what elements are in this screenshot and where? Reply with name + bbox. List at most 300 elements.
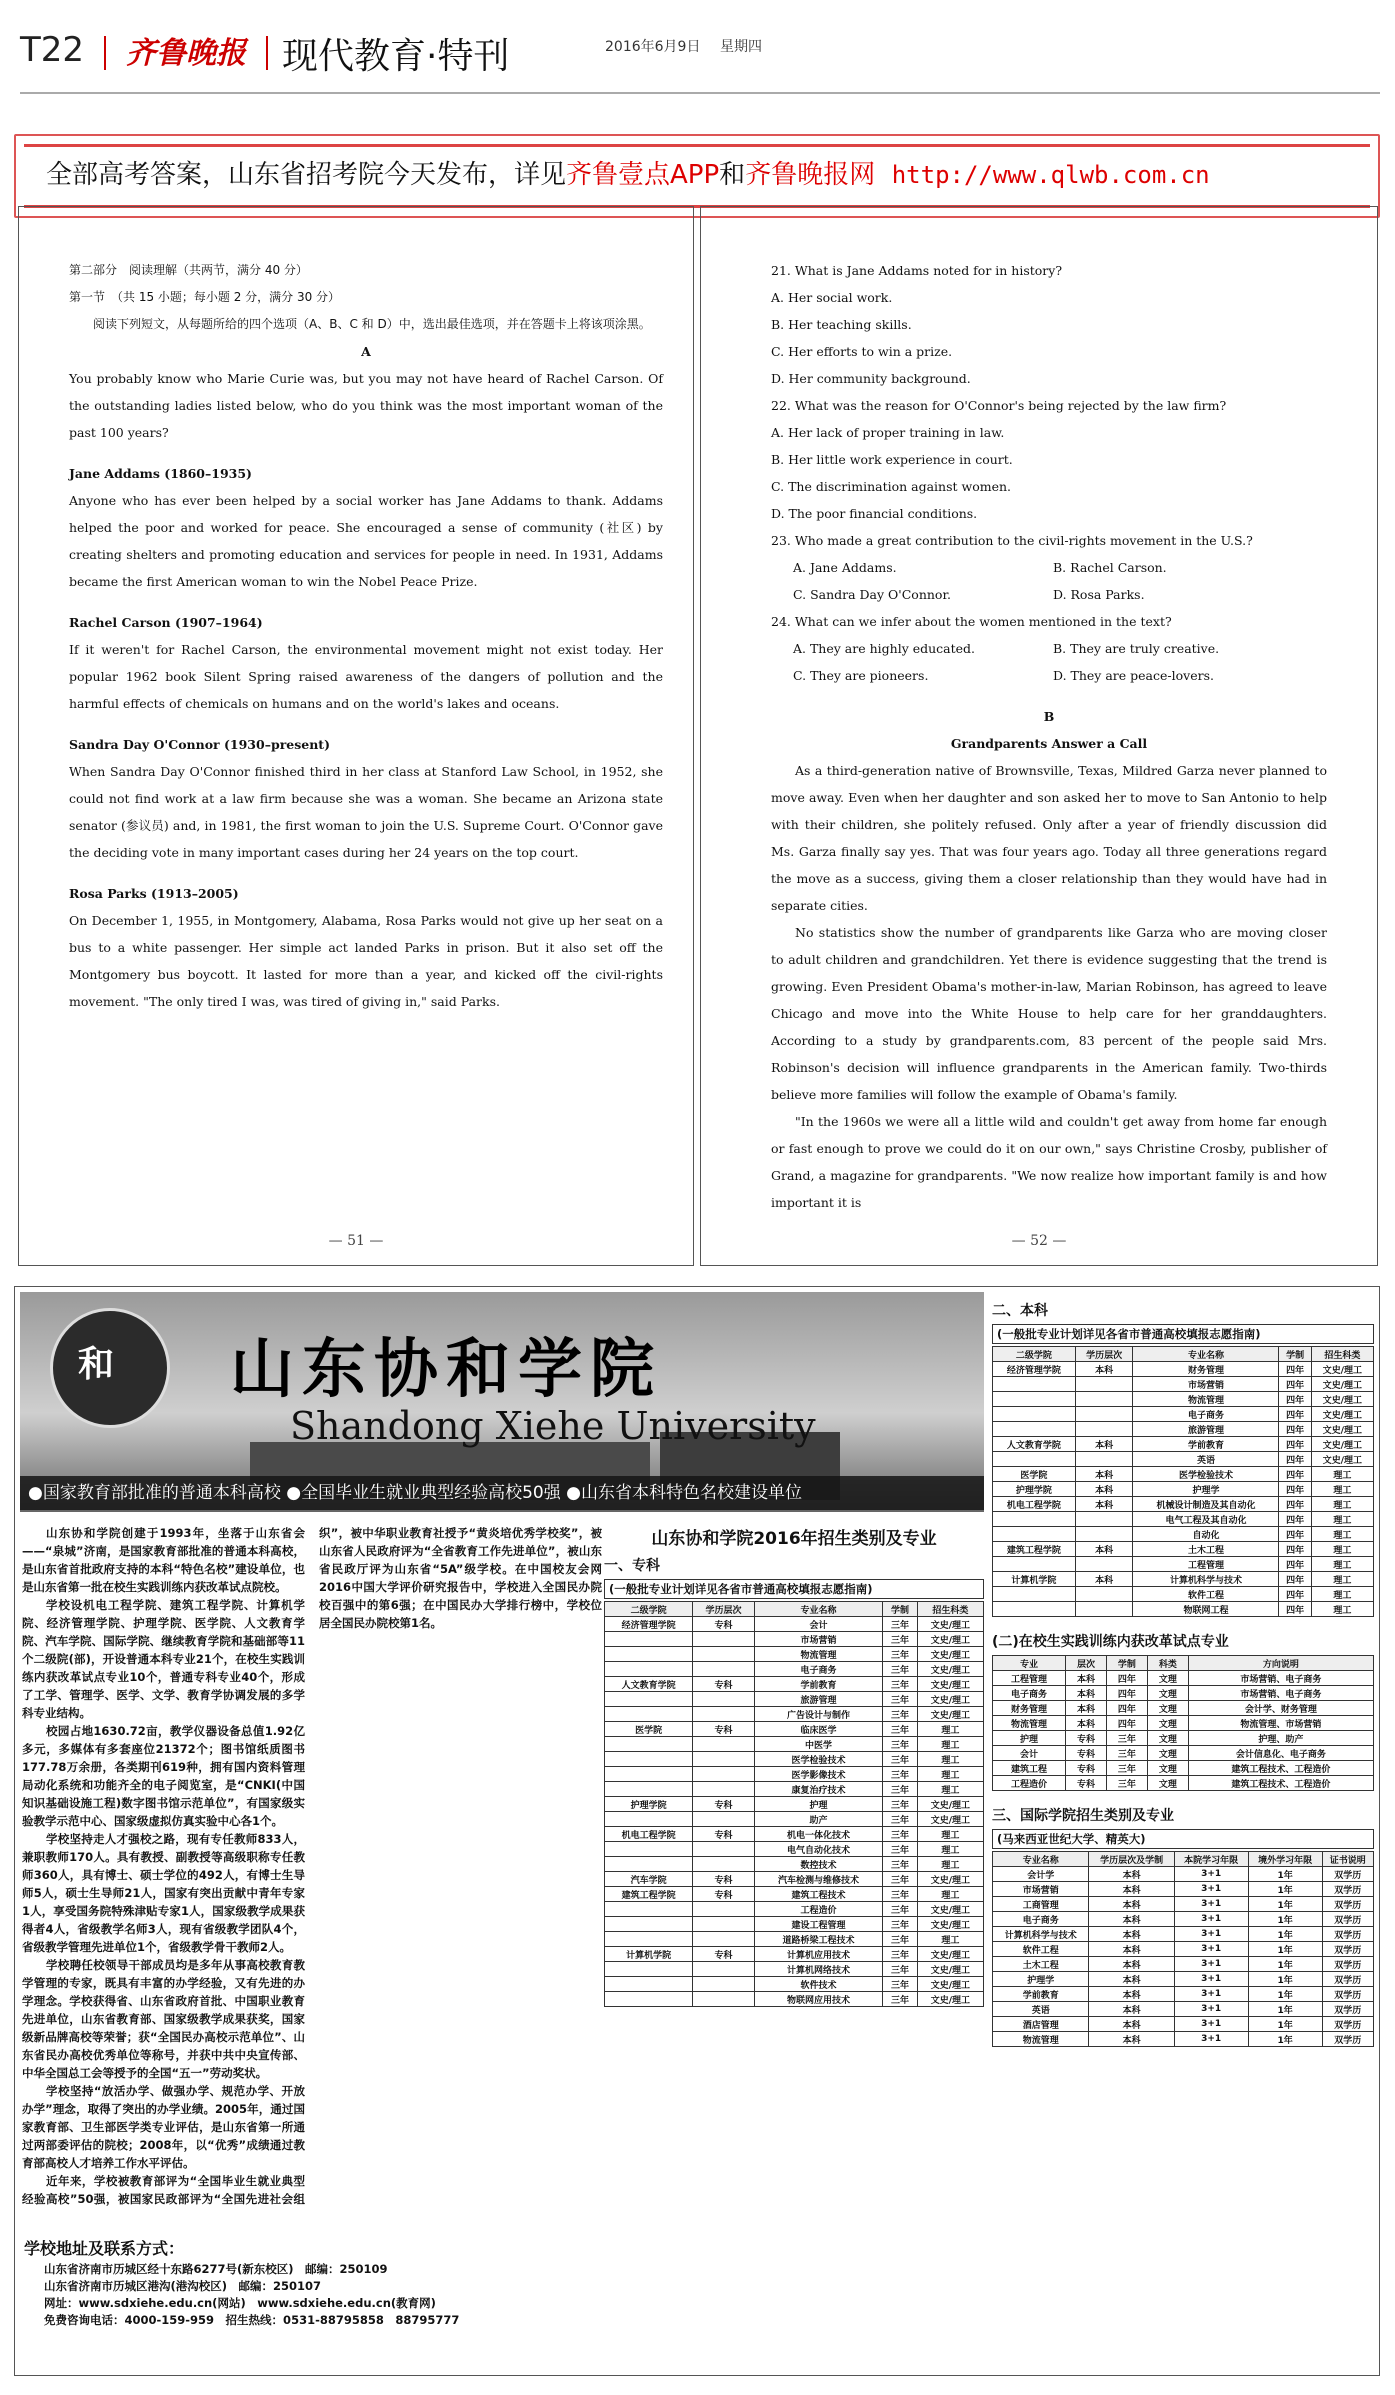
- zhuanke-row: [605, 1722, 984, 1737]
- banner-text: [46, 154, 1210, 191]
- table-cell: 三年: [883, 1662, 917, 1677]
- pilot-row: [993, 1716, 1374, 1731]
- contact-title: 学校地址及联系方式：: [24, 2239, 185, 2258]
- table-cell: 3+1: [1174, 2032, 1248, 2047]
- publication-date: 2016年6月9日: [605, 39, 701, 55]
- column-header: 学制: [1279, 1347, 1311, 1362]
- table-cell: [605, 1752, 693, 1767]
- table-cell: 护理学院: [605, 1797, 693, 1812]
- column-header: 本院学习年限: [1174, 1852, 1248, 1867]
- table-cell: 专科: [693, 1797, 754, 1812]
- contact-info: [24, 2240, 604, 2329]
- table-cell: 物流管理: [754, 1647, 883, 1662]
- table-cell: 市场营销: [1133, 1377, 1279, 1392]
- benke-row: [993, 1422, 1374, 1437]
- table-cell: [693, 1782, 754, 1797]
- table-cell: 市场营销、电子商务: [1188, 1671, 1373, 1686]
- table-cell: 本科: [1089, 1867, 1174, 1882]
- table-cell: 物联网工程: [1133, 1602, 1279, 1617]
- table-cell: 文史/理工: [917, 1662, 983, 1677]
- exam-page-51: [18, 206, 694, 1266]
- table-cell: [693, 1812, 754, 1827]
- table-cell: [693, 1752, 754, 1767]
- table-cell: [693, 1917, 754, 1932]
- table-cell: 本科: [1089, 1897, 1174, 1912]
- page-number: T22: [20, 30, 85, 70]
- table-cell: 文史/理工: [1311, 1362, 1373, 1377]
- table-cell: 专科: [693, 1722, 754, 1737]
- benke-table: [992, 1346, 1374, 1617]
- table-cell: 本科: [1089, 1957, 1174, 1972]
- intro-paragraph: 校园占地1630.72亩，教学仪器设备总值1.92亿多元，多媒体有多套座位21372个；图书馆纸质图书177.78万余册，各类期刊619种，拥有国内资料管理局动化系统和功能齐全的电子阅览室，是“CNKI(中国知识基础设施工程)数字图书馆示范单位”，有国家级实验教学示范中心、国家级虚拟仿真实验中心各1个。: [22, 1724, 305, 1828]
- table-cell: 医学院: [605, 1722, 693, 1737]
- column-header: 科类: [1147, 1656, 1188, 1671]
- divider: [266, 36, 268, 70]
- table-cell: 3+1: [1174, 1957, 1248, 1972]
- column-header: 证书说明: [1322, 1852, 1373, 1867]
- table-cell: 文理: [1147, 1671, 1188, 1686]
- table-cell: 本科: [1075, 1437, 1133, 1452]
- section-subtitle: (马来西亚世纪大学、精英大): [992, 1829, 1374, 1849]
- table-cell: 物流管理、市场营销: [1188, 1716, 1373, 1731]
- table-cell: [693, 1977, 754, 1992]
- section-title: 二、本科: [992, 1303, 1048, 1319]
- table-cell: 市场营销: [993, 1882, 1089, 1897]
- table-cell: 三年: [883, 1872, 917, 1887]
- table-cell: 理工: [917, 1827, 983, 1842]
- table-cell: [693, 1647, 754, 1662]
- table-cell: 文史/理工: [917, 1962, 983, 1977]
- zhuanke-row: [605, 1782, 984, 1797]
- benke-row: [993, 1407, 1374, 1422]
- table-cell: 旅游管理: [1133, 1422, 1279, 1437]
- benke-row: [993, 1497, 1374, 1512]
- benke-row: [993, 1572, 1374, 1587]
- table-cell: 物流管理: [993, 1716, 1066, 1731]
- section-title: 现代教育·特刊: [282, 36, 510, 77]
- table-cell: 3+1: [1174, 1882, 1248, 1897]
- table-cell: 本科: [1075, 1572, 1133, 1587]
- table-cell: 临床医学: [754, 1722, 883, 1737]
- banner-site: 齐鲁晚报网: [745, 160, 876, 190]
- table-cell: [1075, 1557, 1133, 1572]
- table-cell: 理工: [1311, 1572, 1373, 1587]
- table-cell: 理工: [917, 1722, 983, 1737]
- table-cell: 软件工程: [993, 1942, 1089, 1957]
- zhuanke-row: [605, 1947, 984, 1962]
- table-cell: 四年: [1279, 1527, 1311, 1542]
- table-cell: 会计: [754, 1617, 883, 1632]
- section-title: 三、国际学院招生类别及专业: [992, 1808, 1174, 1824]
- table-cell: 学前教育: [754, 1677, 883, 1692]
- table-cell: 三年: [883, 1932, 917, 1947]
- answer-option: C. Her efforts to win a prize.: [771, 344, 953, 359]
- table-cell: [605, 1977, 693, 1992]
- table-cell: 理工: [917, 1782, 983, 1797]
- table-cell: 1年: [1248, 2002, 1322, 2017]
- table-cell: [605, 1962, 693, 1977]
- table-cell: 三年: [1106, 1731, 1147, 1746]
- table-cell: [605, 1632, 693, 1647]
- benke-row: [993, 1557, 1374, 1572]
- column-header: 专业: [993, 1656, 1066, 1671]
- table-cell: 机电一体化技术: [754, 1827, 883, 1842]
- table-cell: 双学历: [1322, 1972, 1373, 1987]
- answer-option: A. Her lack of proper training in law.: [771, 425, 1005, 440]
- international-row: [993, 1957, 1374, 1972]
- table-cell: 康复治疗技术: [754, 1782, 883, 1797]
- table-cell: 三年: [883, 1992, 917, 2007]
- table-cell: 四年: [1279, 1497, 1311, 1512]
- banner-app: 齐鲁壹点APP: [566, 160, 720, 190]
- table-cell: [993, 1422, 1076, 1437]
- person-text: If it weren't for Rachel Carson, the environmental movement might not exist today. Her popular 1962 book Silent Spring raised awareness of the dangers of pollution and the harmful effects of chemicals on humans and on the world's lakes and oceans.: [69, 642, 663, 711]
- table-cell: 广告设计与制作: [754, 1707, 883, 1722]
- intro-paragraph: 学校坚持“放活办学、做强办学、规范办学、开放办学”理念，取得了突出的办学业绩。2005年，通过国家教育部、卫生部医学类专业评估，是山东省第一所通过两部委评估的院校；2008年，以“优秀”成绩通过教育部高校人才培养工作水平评估。: [22, 2084, 305, 2170]
- answer-option: D. The poor financial conditions.: [771, 506, 978, 521]
- table-cell: 工程造价: [993, 1776, 1066, 1791]
- table-cell: 三年: [883, 1977, 917, 1992]
- table-cell: [1075, 1422, 1133, 1437]
- column-header: 境外学习年限: [1248, 1852, 1322, 1867]
- table-cell: [605, 1902, 693, 1917]
- benke-row: [993, 1362, 1374, 1377]
- table-header-row: [993, 1347, 1374, 1362]
- table-cell: 计算机应用技术: [754, 1947, 883, 1962]
- table-cell: 助产: [754, 1812, 883, 1827]
- table-cell: [1075, 1407, 1133, 1422]
- honors-strip: ●国家教育部批准的普通本科高校 ●全国毕业生就业典型经验高校50强 ●山东省本科特色名校建设单位: [20, 1476, 984, 1510]
- table-cell: [993, 1527, 1076, 1542]
- table-cell: 文史/理工: [1311, 1437, 1373, 1452]
- exam-page-52: [700, 206, 1378, 1266]
- table-cell: 建设工程管理: [754, 1917, 883, 1932]
- exam-page-51-content: [69, 257, 663, 1015]
- table-cell: 1年: [1248, 1942, 1322, 1957]
- table-cell: [693, 1932, 754, 1947]
- section-subtitle: (一般批专业计划详见各省市普通高校填报志愿指南): [604, 1579, 984, 1599]
- table-cell: 电气自动化技术: [754, 1842, 883, 1857]
- table-cell: [993, 1392, 1076, 1407]
- table-cell: [693, 1707, 754, 1722]
- table-cell: 三年: [883, 1827, 917, 1842]
- table-cell: [693, 1857, 754, 1872]
- table-cell: 三年: [883, 1692, 917, 1707]
- international-row: [993, 2017, 1374, 2032]
- option-row: [793, 635, 1327, 662]
- zhuanke-row: [605, 1677, 984, 1692]
- answer-option: B. They are truly creative.: [1053, 641, 1220, 656]
- contact-line: 免费咨询电话：4000-159-959 招生热线：0531-88795858 88795777: [44, 2313, 460, 2327]
- table-cell: 三年: [883, 1647, 917, 1662]
- table-cell: 本科: [1089, 1912, 1174, 1927]
- instruction-text: 阅读下列短文，从每题所给的四个选项（A、B、C 和 D）中，选出最佳选项，并在答题卡上将该项涂黑。: [93, 317, 651, 331]
- zhuanke-row: [605, 1707, 984, 1722]
- table-cell: 本科: [1089, 1942, 1174, 1957]
- question-text: 23. Who made a great contribution to the civil-rights movement in the U.S.?: [771, 533, 1253, 548]
- zhuanke-row: [605, 1647, 984, 1662]
- answer-option: D. They are peace-lovers.: [1053, 668, 1214, 683]
- table-cell: 专科: [1065, 1731, 1106, 1746]
- table-cell: 护理学: [993, 1972, 1089, 1987]
- table-cell: 中医学: [754, 1737, 883, 1752]
- table-cell: 理工: [1311, 1587, 1373, 1602]
- table-cell: 四年: [1279, 1407, 1311, 1422]
- contact-line: 山东省济南市历城区港沟(港沟校区) 邮编：250107: [44, 2279, 322, 2293]
- university-en-name: Shandong Xiehe University: [290, 1404, 816, 1448]
- table-cell: [605, 1647, 693, 1662]
- table-cell: [605, 1917, 693, 1932]
- answer-option: C. The discrimination against women.: [771, 479, 1012, 494]
- table-header-row: [993, 1852, 1374, 1867]
- passage-paragraph: No statistics show the number of grandparents like Garza who are moving closer to adult children and grandchildren. Yet there is evidence suggesting that the trend is growing. Even President Obama's mother-in-law, Marian Robinson, has agreed to leave Chicago and move into the White House to help care for her granddaughters. According to a study by grandparents.com, 83 percent of the people said Mrs. Robinson's decision will influence grandparents in the American family. Two-thirds believe more families will follow the example of Obama's family.: [771, 925, 1327, 1102]
- table-cell: 软件工程: [1133, 1587, 1279, 1602]
- answer-option: A. Her social work.: [771, 290, 893, 305]
- table-cell: 理工: [1311, 1497, 1373, 1512]
- banner-url[interactable]: http://www.qlwb.com.cn: [891, 161, 1210, 189]
- table-cell: 三年: [883, 1632, 917, 1647]
- zhuanke-row: [605, 1827, 984, 1842]
- table-cell: 医学影像技术: [754, 1767, 883, 1782]
- benke-row: [993, 1587, 1374, 1602]
- contact-line[interactable]: 网址：www.sdxiehe.edu.cn(网站) www.sdxiehe.edu.cn(教育网): [44, 2296, 436, 2310]
- answer-option: B. Rachel Carson.: [1053, 560, 1167, 575]
- zhuanke-row: [605, 1857, 984, 1872]
- table-header-row: [993, 1656, 1374, 1671]
- table-cell: 工程管理: [993, 1671, 1066, 1686]
- table-cell: 文史/理工: [917, 1917, 983, 1932]
- question-text: 24. What can we infer about the women mentioned in the text?: [771, 614, 1172, 629]
- table-cell: 机电工程学院: [993, 1497, 1076, 1512]
- table-cell: 理工: [917, 1737, 983, 1752]
- column-header: 专业名称: [1133, 1347, 1279, 1362]
- table-cell: 三年: [883, 1962, 917, 1977]
- folio-51: — 51 —: [328, 1233, 384, 1249]
- table-cell: 建筑工程学院: [605, 1887, 693, 1902]
- table-cell: 三年: [1106, 1761, 1147, 1776]
- table-cell: [993, 1407, 1076, 1422]
- table-cell: 四年: [1279, 1467, 1311, 1482]
- table-cell: [605, 1692, 693, 1707]
- table-cell: 三年: [883, 1752, 917, 1767]
- table-cell: [693, 1992, 754, 2007]
- international-row: [993, 1927, 1374, 1942]
- passage-label: B: [1043, 709, 1055, 724]
- table-cell: [605, 1842, 693, 1857]
- table-cell: 机械设计制造及其自动化: [1133, 1497, 1279, 1512]
- table-cell: 双学历: [1322, 2017, 1373, 2032]
- zhuanke-row: [605, 1752, 984, 1767]
- table-cell: 电子商务: [754, 1662, 883, 1677]
- table-cell: 文史/理工: [1311, 1452, 1373, 1467]
- table-cell: 三年: [883, 1617, 917, 1632]
- table-cell: [693, 1737, 754, 1752]
- column-header: 二级学院: [993, 1347, 1076, 1362]
- table-cell: 三年: [883, 1707, 917, 1722]
- table-cell: 理工: [1311, 1527, 1373, 1542]
- pilot-row: [993, 1761, 1374, 1776]
- option-row: [793, 581, 1327, 608]
- table-cell: 护理学: [1133, 1482, 1279, 1497]
- benke-row: [993, 1467, 1374, 1482]
- passage-paragraph: "In the 1960s we were all a little wild and couldn't get away from home far enough or fast enough to prove we could do it on our own," says Christine Crosby, publisher of Grand, a magazine for grandparents. "We now realize how important family is and how important it is: [771, 1114, 1327, 1210]
- table-cell: 本科: [1075, 1542, 1133, 1557]
- section-heading: 第一节 （共 15 小题；每小题 2 分，满分 30 分）: [69, 290, 341, 304]
- table-cell: 三年: [883, 1812, 917, 1827]
- table-cell: 文理: [1147, 1776, 1188, 1791]
- table-cell: 旅游管理: [754, 1692, 883, 1707]
- exam-page-52-content: [771, 257, 1327, 1216]
- table-cell: 数控技术: [754, 1857, 883, 1872]
- benke-row: [993, 1437, 1374, 1452]
- table-cell: 计算机科学与技术: [1133, 1572, 1279, 1587]
- table-cell: 人文教育学院: [605, 1677, 693, 1692]
- person-text: When Sandra Day O'Connor finished third in her class at Stanford Law School, in 1952, she could not find work at a law firm because she was a woman. She became an Arizona state senator (参议员) and, in 1981, the first woman to join the U.S. Supreme Court. O'Connor gave the deciding vote in many important cases during her 24 years on the top court.: [69, 764, 663, 860]
- table-cell: 三年: [1106, 1776, 1147, 1791]
- zhuanke-row: [605, 1737, 984, 1752]
- table-cell: 本科: [1065, 1716, 1106, 1731]
- zhuanke-row: [605, 1617, 984, 1632]
- table-cell: [993, 1452, 1076, 1467]
- table-cell: 财务管理: [1133, 1362, 1279, 1377]
- table-cell: 护理: [993, 1731, 1066, 1746]
- answer-option: B. Her teaching skills.: [771, 317, 912, 332]
- university-cn-name: 山东协和学院: [230, 1332, 662, 1407]
- table-cell: 四年: [1279, 1362, 1311, 1377]
- table-cell: 1年: [1248, 1867, 1322, 1882]
- intro-paragraph: 学校设机电工程学院、建筑工程学院、计算机学院、经济管理学院、护理学院、医学院、人文教育学院、汽车学院、国际学院、继续教育学院和基础部等11个二级院(部)，开设普通本科专业21个，在校生实践训练内获改革试点专业10个，普通专科专业40个，形成了工学、管理学、医学、文学、教育学协调发展的多学科专业结构。: [22, 1598, 305, 1720]
- international-row: [993, 1897, 1374, 1912]
- table-cell: 建筑工程技术: [754, 1887, 883, 1902]
- international-table: [992, 1851, 1374, 2047]
- table-cell: 1年: [1248, 1957, 1322, 1972]
- table-cell: 物流管理: [993, 2032, 1089, 2047]
- table-cell: 1年: [1248, 2032, 1322, 2047]
- table-cell: 计算机学院: [605, 1947, 693, 1962]
- table-cell: 文理: [1147, 1716, 1188, 1731]
- table-cell: [693, 1632, 754, 1647]
- passage-label: A: [361, 344, 371, 359]
- table-cell: 建筑工程技术、工程造价: [1188, 1776, 1373, 1791]
- table-cell: 三年: [883, 1857, 917, 1872]
- table-cell: [605, 1767, 693, 1782]
- header-rule: [20, 92, 1380, 94]
- table-cell: 文史/理工: [917, 1632, 983, 1647]
- column-header: 招生科类: [917, 1602, 983, 1617]
- table-cell: 电子商务: [1133, 1407, 1279, 1422]
- table-cell: 三年: [883, 1737, 917, 1752]
- table-cell: [605, 1662, 693, 1677]
- table-cell: 会计: [993, 1746, 1066, 1761]
- table-cell: 物流管理: [1133, 1392, 1279, 1407]
- table-cell: 工商管理: [993, 1897, 1089, 1912]
- enrollment-tables-right: [992, 1296, 1374, 2047]
- publication-weekday: 星期四: [720, 39, 762, 55]
- table-cell: 文史/理工: [917, 1902, 983, 1917]
- international-row: [993, 2032, 1374, 2047]
- table-cell: 3+1: [1174, 1987, 1248, 2002]
- table-cell: 本科: [1075, 1482, 1133, 1497]
- table-cell: 医学检验技术: [754, 1752, 883, 1767]
- section-title: 一、专科: [604, 1558, 660, 1574]
- person-name: Rachel Carson (1907–1964): [69, 615, 263, 630]
- benke-row: [993, 1392, 1374, 1407]
- table-cell: 文史/理工: [1311, 1377, 1373, 1392]
- table-cell: 三年: [883, 1677, 917, 1692]
- table-cell: 人文教育学院: [993, 1437, 1076, 1452]
- table-cell: [693, 1962, 754, 1977]
- table-cell: 计算机科学与技术: [993, 1927, 1089, 1942]
- answer-option: C. They are pioneers.: [793, 668, 929, 683]
- table-cell: 文史/理工: [917, 1947, 983, 1962]
- table-cell: 学前教育: [1133, 1437, 1279, 1452]
- table-cell: 双学历: [1322, 1957, 1373, 1972]
- international-row: [993, 2002, 1374, 2017]
- table-cell: 专科: [693, 1872, 754, 1887]
- benke-row: [993, 1602, 1374, 1617]
- table-cell: 汽车检测与维修技术: [754, 1872, 883, 1887]
- banner-and: 和: [719, 160, 746, 190]
- table-cell: 四年: [1279, 1512, 1311, 1527]
- column-header: 层次: [1065, 1656, 1106, 1671]
- table-cell: 本科: [1089, 2002, 1174, 2017]
- person-text: Anyone who has ever been helped by a social worker has Jane Addams to thank. Addams helped the poor and worked for peace. She encouraged a sense of community (社区) by creating shelters and promoting education and services for people in need. In 1931, Addams became the first American woman to win the Nobel Peace Prize.: [69, 493, 663, 589]
- person-name: Jane Addams (1860–1935): [69, 466, 252, 481]
- table-cell: 会计学: [993, 1867, 1089, 1882]
- table-cell: 文史/理工: [917, 1647, 983, 1662]
- table-cell: [1075, 1527, 1133, 1542]
- table-header-row: [605, 1602, 984, 1617]
- answer-option: A. Jane Addams.: [793, 560, 897, 575]
- table-cell: 市场营销: [754, 1632, 883, 1647]
- table-cell: 建筑工程: [993, 1761, 1066, 1776]
- table-cell: 理工: [917, 1752, 983, 1767]
- intro-paragraph: 学校坚持走人才强校之路，现有专任教师833人，兼职教师170人。具有教授、副教授等高级职称专任教师360人，具有博士、硕士学位的492人，有博士生导师5人，硕士生导师21人，国家有突出贡献中青年专家1人，享受国务院特殊津贴专家1人，国家级教学成果获得者4人，省级教学名师3人，现有省级教学团队4个，省级教学管理先进单位1个，省级教学骨干教师2人。: [22, 1832, 305, 1954]
- person-name: Sandra Day O'Connor (1930–present): [69, 737, 330, 752]
- person-name: Rosa Parks (1913–2005): [69, 886, 239, 901]
- option-row: [793, 554, 1327, 581]
- benke-row: [993, 1482, 1374, 1497]
- table-cell: 文史/理工: [1311, 1422, 1373, 1437]
- pilot-row: [993, 1686, 1374, 1701]
- table-cell: 机电工程学院: [605, 1827, 693, 1842]
- zhuanke-row: [605, 1962, 984, 1977]
- table-cell: 建筑工程学院: [993, 1542, 1076, 1557]
- column-header: 方向说明: [1188, 1656, 1373, 1671]
- table-cell: 文史/理工: [917, 1617, 983, 1632]
- page-header: [20, 22, 1380, 77]
- column-header: 招生科类: [1311, 1347, 1373, 1362]
- table-cell: 医学检验技术: [1133, 1467, 1279, 1482]
- table-cell: 3+1: [1174, 1942, 1248, 1957]
- table-cell: 本科: [1089, 1882, 1174, 1897]
- column-header: 二级学院: [605, 1602, 693, 1617]
- table-cell: [693, 1767, 754, 1782]
- enrollment-title: 山东协和学院2016年招生类别及专业: [651, 1529, 937, 1549]
- table-cell: 3+1: [1174, 1867, 1248, 1882]
- table-cell: 护理学院: [993, 1482, 1076, 1497]
- answer-option: D. Rosa Parks.: [1053, 587, 1145, 602]
- table-cell: 电子商务: [993, 1686, 1066, 1701]
- table-cell: 文史/理工: [917, 1872, 983, 1887]
- table-cell: 四年: [1279, 1572, 1311, 1587]
- question-list: [771, 257, 1327, 689]
- table-cell: 经济管理学院: [993, 1362, 1076, 1377]
- international-row: [993, 1942, 1374, 1957]
- zhuanke-row: [605, 1992, 984, 2007]
- benke-row: [993, 1512, 1374, 1527]
- table-cell: [693, 1662, 754, 1677]
